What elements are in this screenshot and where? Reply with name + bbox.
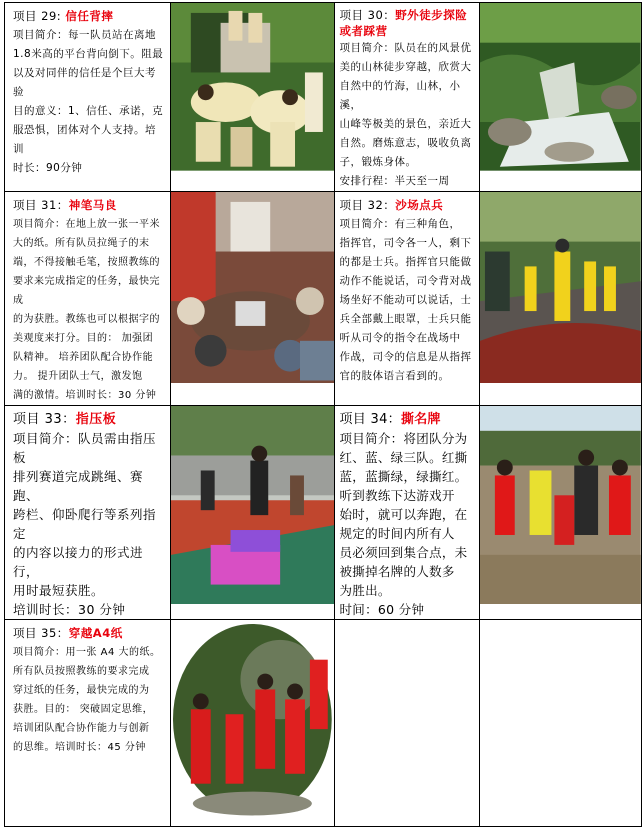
item-line: 为胜出。 bbox=[339, 583, 391, 598]
item-heading bbox=[13, 196, 166, 215]
item-line: 始时，就可以奔跑，在 bbox=[339, 507, 468, 522]
item-line: 大的纸。所有队员拉绳子的末 bbox=[13, 238, 150, 249]
item-heading bbox=[339, 196, 475, 215]
item-heading bbox=[13, 7, 166, 26]
item-line: 指挥官，司令各一人，剩下 bbox=[339, 237, 472, 249]
item-line: 兵全部戴上眼罩，士兵只能 bbox=[339, 313, 472, 325]
item-line: 项目简介：在地上放一张一平米 bbox=[13, 219, 160, 230]
item-31-photo-cell bbox=[170, 192, 335, 406]
item-line: 所有队员按照教练的要求完成 bbox=[13, 666, 150, 677]
name-tags-photo bbox=[480, 406, 641, 604]
item-name: 穿越A4纸 bbox=[68, 626, 123, 640]
item-30-photo-cell bbox=[480, 3, 642, 192]
item-line: 美的山林徒步穿越，欣赏大 bbox=[339, 61, 472, 73]
item-line: 满的激情。培训时长：30 分钟 bbox=[13, 390, 157, 401]
waterfall-photo bbox=[480, 3, 641, 171]
item-line: 红、蓝、绿三队。红撕 bbox=[339, 450, 468, 465]
item-heading bbox=[13, 624, 166, 643]
item-number: 项目 29: bbox=[13, 9, 62, 23]
table-row bbox=[5, 3, 642, 192]
item-line: 服恐惧，团体对个人支持。培训 bbox=[13, 124, 156, 155]
item-line: 蓝，蓝撕绿，绿撕红。 bbox=[339, 469, 468, 484]
item-line: 获胜。目的： 突破固定思维， bbox=[13, 704, 154, 715]
item-line: 被撕掉名牌的人数多 bbox=[339, 564, 455, 579]
item-heading bbox=[339, 7, 475, 39]
item-line: 验 bbox=[13, 86, 24, 98]
item-line: 山峰等极美的景色，亲近大 bbox=[339, 118, 472, 130]
battlefield-photo bbox=[480, 192, 641, 383]
item-heading bbox=[339, 410, 475, 429]
item-number: 项目 33： bbox=[13, 412, 76, 427]
item-line: 规定的时间内所有人 bbox=[339, 526, 455, 541]
item-line: 力。 提升团队士气，激发饱 bbox=[13, 371, 143, 382]
item-line: 项目简介：每一队员站在离地 bbox=[13, 29, 156, 41]
a4-paper-photo bbox=[171, 620, 335, 825]
jump-rope-photo bbox=[171, 406, 335, 604]
item-line: 用时最短获胜。 bbox=[13, 583, 105, 598]
item-name: 野外徒步探险或者踩营 bbox=[339, 8, 468, 38]
item-33-text-cell bbox=[5, 406, 171, 620]
item-name: 沙场点兵 bbox=[395, 198, 444, 212]
item-29-photo-cell bbox=[170, 3, 335, 192]
item-line: 时长：90分钟 bbox=[13, 162, 83, 174]
item-line: 项目简介：队员需由指压板 bbox=[13, 431, 157, 465]
item-heading bbox=[13, 410, 166, 429]
item-line: 队精神。 培养团队配合协作能 bbox=[13, 352, 154, 363]
item-number: 项目 35： bbox=[13, 626, 69, 640]
item-number: 项目 34： bbox=[339, 412, 401, 427]
item-line: 以及对同伴的信任是个巨大考 bbox=[13, 67, 156, 79]
item-line: 的为获胜。教练也可以根据字的 bbox=[13, 314, 160, 325]
item-34-text-cell bbox=[335, 406, 480, 620]
item-line: 项目简介：队员在的风景优 bbox=[339, 42, 472, 54]
item-line: 培训时长：30 分钟 bbox=[13, 602, 126, 617]
item-line: 1.8米高的平台背向倒下。阻最 bbox=[13, 48, 164, 60]
item-line: 作战，司令的信息是从指挥 bbox=[339, 351, 472, 363]
item-33-photo-cell bbox=[170, 406, 335, 620]
item-line: 项目简介：用一张 A4 大的纸。 bbox=[13, 647, 161, 658]
item-line: 项目简介：将团队分为 bbox=[339, 431, 468, 446]
item-34-photo-cell bbox=[480, 406, 642, 620]
empty-cell bbox=[335, 620, 480, 827]
item-line: 的思维。培训时长：45 分钟 bbox=[13, 742, 146, 753]
item-name: 神笔马良 bbox=[68, 198, 117, 212]
item-32-photo-cell bbox=[480, 192, 642, 406]
item-number: 项目 30： bbox=[339, 8, 396, 22]
item-29-text-cell bbox=[5, 3, 171, 192]
item-line: 安排行程：半天至一周 bbox=[339, 175, 450, 187]
item-line: 端，不得接触毛笔，按照教练的 bbox=[13, 257, 160, 268]
item-name: 撕名牌 bbox=[400, 412, 441, 427]
item-number: 项目 32： bbox=[339, 198, 396, 212]
item-line: 美观度来打分。目的： 加强团 bbox=[13, 333, 154, 344]
item-line: 要求来完成指定的任务，最快完成 bbox=[13, 276, 160, 306]
item-line: 排列赛道完成跳绳、赛跑、 bbox=[13, 469, 144, 503]
item-name: 信任背摔 bbox=[65, 9, 114, 23]
table-row bbox=[5, 192, 642, 406]
item-32-text-cell bbox=[335, 192, 480, 406]
item-line: 的内容以接力的形式进行， bbox=[13, 545, 144, 579]
item-line: 的都是士兵。指挥官只能做 bbox=[339, 256, 472, 268]
empty-cell bbox=[480, 620, 642, 827]
item-line: 听到教练下达游戏开 bbox=[339, 488, 455, 503]
item-line: 目的意义：1、信任、承诺，克 bbox=[13, 105, 164, 117]
item-line: 子，锻炼身体。 bbox=[339, 156, 417, 168]
trust-fall-photo bbox=[171, 3, 335, 171]
item-line: 自然。磨炼意志，吸收负离 bbox=[339, 137, 472, 149]
item-line: 培训团队配合协作能力与创新 bbox=[13, 723, 150, 734]
item-31-text-cell bbox=[5, 192, 171, 406]
item-line: 听从司令的指令在战场中 bbox=[339, 332, 461, 344]
item-line: 穿过纸的任务，最快完成的为 bbox=[13, 685, 150, 696]
activity-table bbox=[4, 2, 642, 827]
item-name: 指压板 bbox=[75, 412, 117, 427]
table-row bbox=[5, 620, 642, 827]
item-line: 场坐好不能动可以说话，士 bbox=[339, 294, 472, 306]
item-35-photo-cell bbox=[170, 620, 335, 827]
item-line: 跨栏、仰卧爬行等系列指定 bbox=[13, 507, 157, 541]
item-line: 时间：60 分钟 bbox=[339, 602, 425, 617]
item-line: 项目简介：有三种角色， bbox=[339, 218, 461, 230]
item-line: 员必须回到集合点，未 bbox=[339, 545, 468, 560]
item-line: 官的肢体语言看到的。 bbox=[339, 370, 450, 382]
table-row bbox=[5, 406, 642, 620]
item-line: 动作不能说话，司令背对战 bbox=[339, 275, 472, 287]
item-line: 自然中的竹海，山林，小溪， bbox=[339, 80, 461, 111]
item-number: 项目 31： bbox=[13, 198, 69, 212]
brush-photo bbox=[171, 192, 335, 383]
item-35-text-cell bbox=[5, 620, 171, 827]
item-30-text-cell bbox=[335, 3, 480, 192]
